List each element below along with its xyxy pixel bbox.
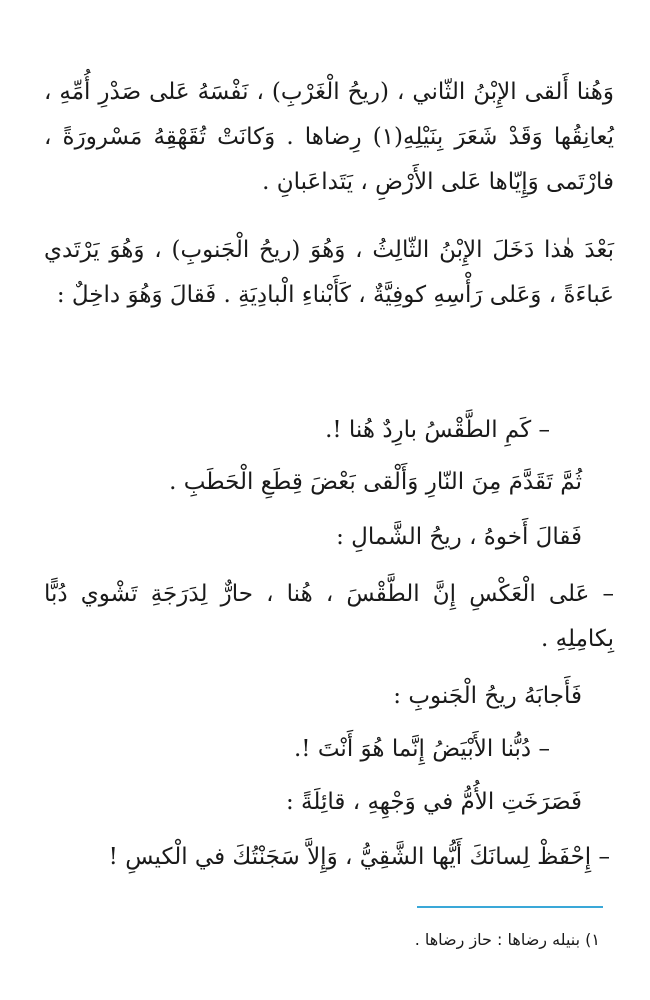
footnote: ١) بنيله رضاها : حاز رضاها .	[414, 930, 600, 949]
line-mother-shouted: فَصَرَخَتِ الأُمُّ في وَجْهِهِ ، قائِلَةً :	[286, 789, 582, 815]
line-approached-fire: ثُمَّ تَقَدَّمَ مِنَ النّارِ وَأَلْقى بَعْضَ قِطَعِ الْحَطَبِ .	[169, 469, 582, 495]
paragraph-west-wind: وَهُنا أَلقى الإِبْنُ الثّاني ، (ريحُ الْغَرْبِ) ، نَفْسَهُ عَلى صَدْرِ أُمِّهِ ، يُعانِقُها وَقَدْ شَعَرَ بِنَيْلِهِ(١) رِضاها . وَكانَتْ تُقَهْقِهُ مَسْرورَةً ، فارْتَمى وَإِيّاها عَلى الأَرْضِ ، يَتَداعَبانِ .	[44, 79, 614, 195]
line-guard-your-tongue: – إِحْفَظْ لِسانَكَ أَيُّها الشَّقِيُّ ، وَإِلاَّ سَجَنْتُكَ في الْكيسِ !	[108, 844, 610, 870]
paragraph-south-wind-enters: بَعْدَ هٰذا دَخَلَ الإِبْنُ الثّالِثُ ، وَهُوَ (ريحُ الْجَنوبِ) ، وَهُوَ يَرْتَدي عَباءَةً ، وَعَلى رَأْسِهِ كوفِيَّةٌ ، كَأَبْناءِ الْبادِيَةِ . فَقالَ وَهُوَ داخِلٌ :	[44, 237, 614, 308]
line-polar-bear: – دُبُّنا الأَبْيَضُ إِنَّما هُوَ أَنْتَ !.	[293, 736, 550, 762]
paragraph-weather-hot: – عَلى الْعَكْسِ إِنَّ الطَّقْسَ ، هُنا ، حارٌّ لِدَرَجَةِ تَشْوي دُبًّا بِكامِلِهِ .	[44, 581, 614, 652]
line-south-wind-answered: فَأَجابَهُ ريحُ الْجَنوبِ :	[393, 683, 582, 709]
line-brother-north-wind: فَقالَ أَخوهُ ، ريحُ الشَّمالِ :	[336, 524, 582, 550]
footnote-divider	[417, 906, 603, 908]
line-weather-cold: – كَمِ الطَّقْسُ بارِدٌ هُنا !.	[325, 417, 550, 443]
